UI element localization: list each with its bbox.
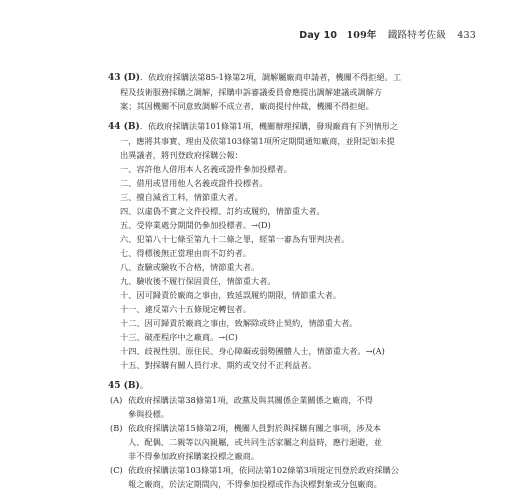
q43-line-3: 案；其因機關不同意致調解不成立者，廠商提付仲裁，機關不得拒絕。 [120, 101, 374, 111]
option-label: (C) [110, 465, 123, 475]
option-line: 報之廠商，於法定期間內，不得參加投標或作為決標對象或分包廠商。 [128, 479, 382, 489]
option-label: (B) [110, 423, 123, 433]
header-day: Day 10 [299, 30, 338, 41]
option-line: 依政府採購法第38條第1項，政黨及與其關係企業關係之廠商，不得 [128, 395, 373, 405]
q45-number: 45 (B) [108, 381, 140, 391]
q44-item: 三、擅自減省工料，情節重大者。 [120, 192, 243, 202]
question-44 [108, 119, 480, 372]
header-year: 109年 [346, 30, 377, 41]
q44-item: 六、犯第八十七條至第九十二條之罪，經第一審為有罪判決者。 [120, 234, 350, 244]
q44-number: 44 (B) [108, 122, 140, 132]
q43-line-1 [108, 70, 480, 85]
question-45 [108, 378, 480, 491]
option-text [128, 393, 480, 421]
option-text [128, 463, 480, 491]
q44-line-2: 一，應將其事實、理由及依第103條第1項所定期間通知廠商，並附記如未提 [120, 136, 395, 146]
q45-punct: 。 [139, 380, 148, 390]
q44-item: 十四、歧視性別、原住民、身心障礙或弱勢團體人士，情節重大者。→(A) [120, 346, 385, 356]
option-line: 非不得參加政府採購案投標之廠商。 [128, 451, 260, 461]
q44-item: 一、容許他人借用本人名義或證件參加投標者。 [120, 164, 292, 174]
q44-item: 七、得標後無正當理由而不訂約者。 [120, 248, 252, 258]
page-header [299, 27, 476, 41]
page-number: 433 [457, 30, 476, 41]
option-label: (A) [110, 395, 123, 405]
option-line: 人、配偶、二親等以內親屬，或共同生活家屬之利益時，應行迴避，並 [128, 437, 382, 447]
q44-item: 八、查驗或驗收不合格，情節重大者。 [120, 262, 260, 272]
q44-line-3: 出異議者，將刊登政府採購公報： [120, 150, 243, 160]
q45-option-a [108, 393, 480, 421]
header-title: 鐵路特考佐級 [387, 30, 447, 41]
q44-text-1: ．依政府採購法第101條第1項，機關辦理採購，發現廠商有下列情形之 [139, 121, 399, 131]
option-text [128, 421, 480, 463]
q43-number: 43 (D) [108, 73, 140, 83]
q45-option-b [108, 421, 480, 463]
q44-item: 十三、破產程序中之廠商。→(C) [120, 332, 238, 342]
q44-line-1 [108, 119, 480, 134]
q43-line-2: 程及技術服務採購之調解，採購申訴審議委員會應提出調解建議或調解方 [120, 87, 383, 97]
q44-item: 四、以虛偽不實之文件投標、訂約或履約，情節重大者。 [120, 206, 325, 216]
q44-item: 二、借用或冒用他人名義或證件投標者。 [120, 178, 268, 188]
q44-item: 九、驗收後不履行保固責任，情節重大者。 [120, 276, 276, 286]
q44-item: 十一、違反第六十五條規定轉包者。 [120, 304, 252, 314]
q44-item: 十五、對採購有關人員行求、期約或交付不正利益者。 [120, 360, 317, 370]
answer-content [108, 70, 480, 497]
q45-option-c [108, 463, 480, 491]
q43-text-1: ．依政府採購法第85-1條第2項，調解屬廠商申請者，機關不得拒絕。工 [139, 72, 402, 82]
q44-item: 五、受停業處分期間仍參加投標者。→(D) [120, 220, 271, 230]
option-line: 依政府採購法第15條第2項，機關人員對於與採購有關之事項，涉及本 [128, 423, 382, 433]
option-line: 參與投標。 [128, 409, 169, 419]
question-43 [108, 70, 480, 113]
q45-line-1 [108, 378, 480, 393]
option-line: 依政府採購法第103條第1項，依同法第102條第3項規定刊登於政府採購公 [128, 465, 399, 475]
q44-item: 十、因可歸責於廠商之事由，致延誤履約期限，情節重大者。 [120, 290, 342, 300]
q44-item: 十二、因可歸責於廠商之事由，致解除或終止契約，情節重大者。 [120, 318, 358, 328]
